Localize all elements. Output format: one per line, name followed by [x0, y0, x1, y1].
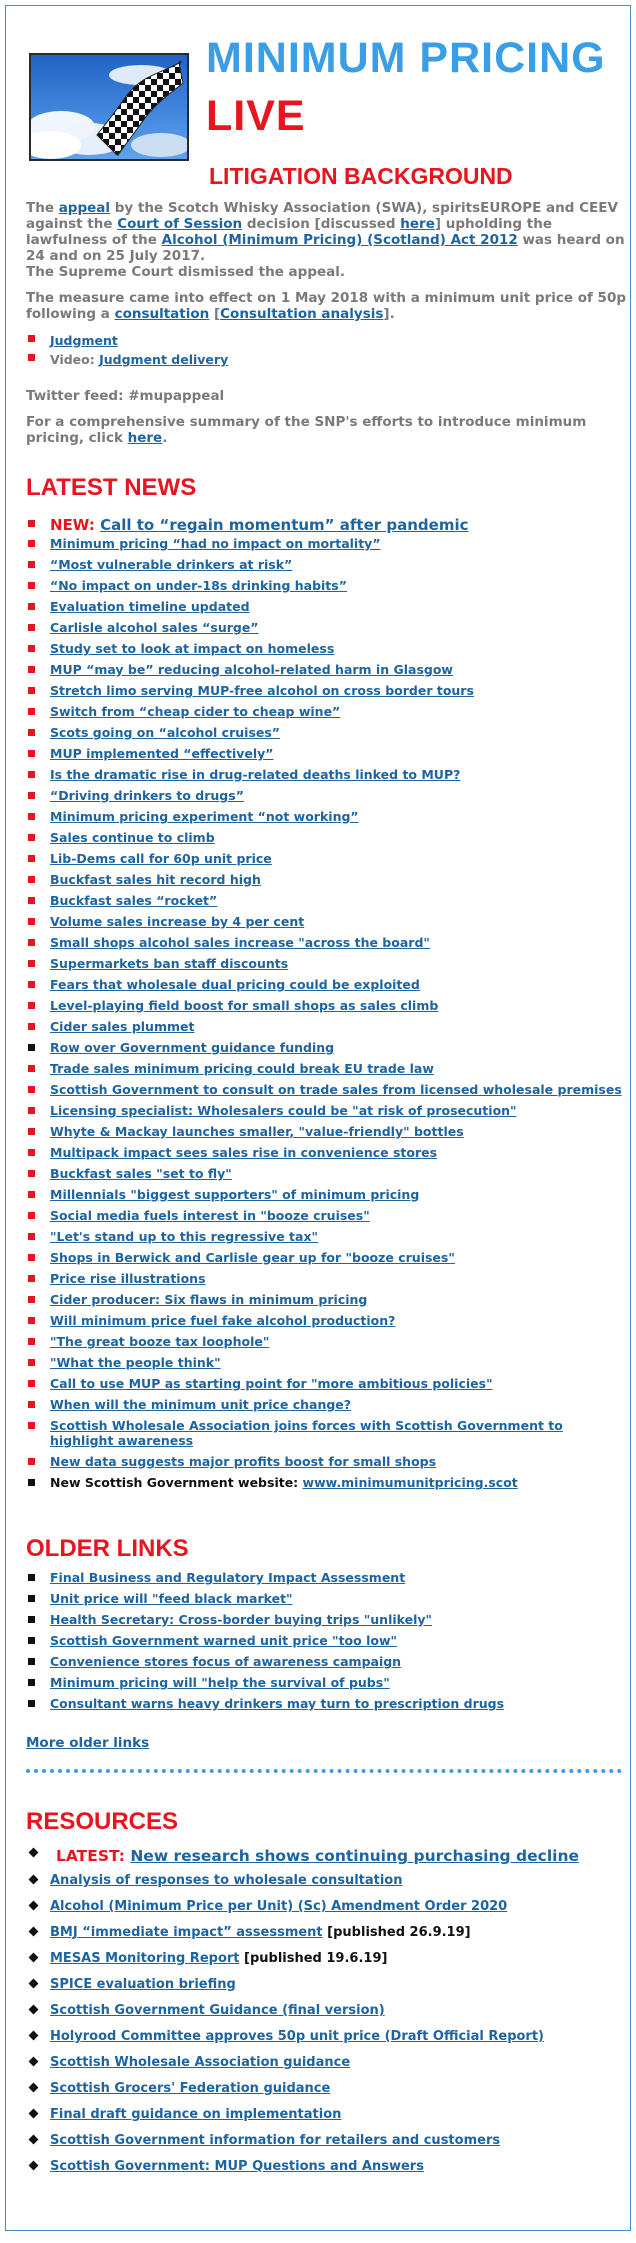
bullet-icon [28, 729, 35, 736]
list-item [26, 1124, 626, 1139]
bullet-icon [28, 1275, 35, 1282]
inline-text: The measure came into effect on 1 May 2018 with a minimum unit price of 50p following a [26, 290, 627, 322]
news-link[interactable]: SPICE evaluation briefing [50, 1977, 236, 1992]
inline-text: The [26, 200, 59, 216]
news-link[interactable]: Analysis of responses to wholesale consultation [50, 1873, 403, 1888]
list-item [26, 620, 626, 635]
list-item [26, 331, 626, 350]
bullet-icon [28, 1254, 35, 1261]
bullet-icon [29, 2083, 39, 2093]
news-link[interactable]: Lib-Dems call for 60p unit price [50, 851, 272, 866]
news-link[interactable]: Buckfast sales "set to fly" [50, 1166, 232, 1181]
list-item [26, 350, 626, 369]
bullet-icon [29, 1875, 39, 1885]
list-item [26, 1250, 626, 1265]
list-item [26, 683, 626, 698]
list-item [26, 662, 626, 677]
bullet-icon [28, 1170, 35, 1177]
list-item [26, 1313, 626, 1328]
news-link[interactable]: Sales continue to climb [50, 830, 215, 845]
news-link[interactable]: Unit price will "feed black market" [50, 1591, 293, 1606]
list-item [26, 1208, 626, 1223]
latest-news-heading: LATEST NEWS [26, 474, 197, 501]
bullet-icon [29, 1927, 39, 1937]
list-item [26, 1355, 626, 1370]
list-item [26, 2003, 626, 2018]
litigation-background-heading: LITIGATION BACKGROUND [209, 163, 513, 189]
latest-news-list [26, 516, 626, 1490]
news-link[interactable]: Scottish Government warned unit price "too low" [50, 1633, 398, 1648]
list-item [26, 1977, 626, 1992]
older-links-heading: OLDER LINKS [26, 1535, 189, 1562]
list-item-latest [26, 1846, 626, 1866]
bullet-icon [28, 1422, 35, 1429]
inline-text: was heard on 24 and on 25 July 2017. [26, 232, 625, 264]
bullet-icon [28, 1233, 35, 1240]
list-item [26, 1292, 626, 1307]
news-link[interactable]: Millennials "biggest supporters" of minimum pricing [50, 1187, 420, 1202]
bullet-icon [28, 918, 35, 925]
news-link[interactable]: Convenience stores focus of awareness campaign [50, 1654, 402, 1669]
news-link[interactable]: Trade sales minimum pricing could break EU trade law [50, 1061, 434, 1076]
news-link[interactable]: MUP “may be” reducing alcohol-related harm in Glasgow [50, 662, 453, 677]
supreme-court-dismissed: The Supreme Court dismissed the appeal. [26, 264, 346, 280]
bullet-icon [28, 666, 35, 673]
news-link[interactable]: Level-playing field boost for small shops as sales climb [50, 998, 439, 1013]
bullet-icon [28, 1359, 35, 1366]
bullet-icon [29, 1901, 39, 1911]
list-item [26, 2029, 626, 2044]
list-item [26, 725, 626, 740]
news-link[interactable]: "The great booze tax loophole" [50, 1334, 270, 1349]
summary-here-link[interactable]: here [127, 430, 163, 446]
news-link[interactable]: Small shops alcohol sales increase "across the board" [50, 935, 430, 950]
list-item [26, 1951, 626, 1966]
list-item [26, 2159, 626, 2174]
list-item [26, 1103, 626, 1118]
latest-badge: LATEST: [56, 1847, 125, 1865]
list-item [26, 641, 626, 656]
list-item [26, 1612, 626, 1627]
bullet-icon [28, 939, 35, 946]
resources-list [26, 1846, 626, 2185]
news-link[interactable]: Final draft guidance on implementation [50, 2107, 342, 2122]
list-item [26, 935, 626, 950]
list-item [26, 1454, 626, 1469]
section-divider [26, 1769, 622, 1773]
bullet-icon [28, 1086, 35, 1093]
news-link[interactable]: Volume sales increase by 4 per cent [50, 914, 305, 929]
news-link[interactable]: Scottish Government Guidance (final version) [50, 2003, 385, 2018]
inline-link[interactable]: Court of Session [117, 216, 243, 232]
bullet-icon [28, 876, 35, 883]
news-link[interactable]: Will minimum price fuel fake alcohol production? [50, 1313, 396, 1328]
bullet-icon [28, 1191, 35, 1198]
inline-link[interactable]: consultation [114, 306, 210, 322]
news-link[interactable]: Is the dramatic rise in drug-related deaths linked to MUP? [50, 767, 461, 782]
news-link[interactable]: Health Secretary: Cross-border buying trips "unlikely" [50, 1612, 433, 1627]
list-item [26, 1271, 626, 1286]
news-link[interactable]: Supermarkets ban staff discounts [50, 956, 289, 971]
news-link[interactable]: Fears that wholesale dual pricing could be exploited [50, 977, 420, 992]
list-item [26, 998, 626, 1013]
list-item [26, 1166, 626, 1181]
list-item [26, 1696, 626, 1711]
bullet-icon [28, 561, 35, 568]
inline-text: by the Scotch Whisky Association (SWA), spiritsEUROPE and CEEV against the [26, 200, 618, 232]
news-link[interactable]: “Driving drinkers to drugs” [50, 788, 244, 803]
bullet-icon [28, 1458, 35, 1465]
page-title: MINIMUM PRICING [206, 34, 606, 82]
bullet-icon [28, 981, 35, 988]
list-item [26, 2107, 626, 2122]
bullet-icon [28, 960, 35, 967]
list-item [26, 914, 626, 929]
bullet-icon [28, 687, 35, 694]
bullet-icon [28, 540, 35, 547]
bullet-icon [29, 2005, 39, 2015]
appeal-paragraph [26, 200, 626, 264]
inline-text: ] upholding the lawfulness of the [26, 216, 553, 248]
resources-heading: RESOURCES [26, 1808, 179, 1835]
bullet-icon [28, 834, 35, 841]
inline-text: decision [discussed [242, 216, 401, 232]
news-link[interactable]: BMJ “immediate impact” assessment [50, 1925, 323, 1940]
news-link[interactable]: Final Business and Regulatory Impact Assessment [50, 1570, 406, 1585]
list-item [26, 746, 626, 761]
bullet-icon [28, 1296, 35, 1303]
news-link[interactable]: Switch from “cheap cider to cheap wine” [50, 704, 341, 719]
list-item [26, 1873, 626, 1888]
bullet-icon [28, 1637, 35, 1644]
news-link[interactable]: "What the people think" [50, 1355, 221, 1370]
list-item [26, 1925, 626, 1940]
list-item [26, 1418, 626, 1448]
list-item [26, 788, 626, 803]
list-item [26, 1675, 626, 1690]
list-item [26, 1570, 626, 1585]
list-item [26, 1376, 626, 1391]
list-item [26, 578, 626, 593]
list-item [26, 956, 626, 971]
bullet-icon [29, 2057, 39, 2067]
list-item [26, 1654, 626, 1669]
checkered-flag-sky-icon [29, 53, 189, 161]
bullet-icon [29, 2135, 39, 2145]
news-link[interactable]: Social media fuels interest in "booze cruises" [50, 1208, 370, 1223]
list-item [26, 2081, 626, 2096]
list-item [26, 536, 626, 551]
news-link[interactable]: Evaluation timeline updated [50, 599, 250, 614]
list-item [26, 704, 626, 719]
list-item [26, 1397, 626, 1412]
bullet-icon [28, 624, 35, 631]
bullet-icon [29, 2161, 39, 2171]
list-item [26, 2133, 626, 2148]
list-item [26, 767, 626, 782]
list-item [26, 1334, 626, 1349]
more-older-links[interactable]: More older links [26, 1735, 150, 1751]
twitter-feed: Twitter feed: #mupappeal [26, 388, 225, 404]
news-link[interactable]: Price rise illustrations [50, 1271, 206, 1286]
list-item-website [26, 1475, 626, 1490]
news-link[interactable]: Whyte & Mackay launches smaller, "value-friendly" bottles [50, 1124, 464, 1139]
bullet-icon [28, 1317, 35, 1324]
older-links-list [26, 1570, 626, 1717]
news-link[interactable]: Cider sales plummet [50, 1019, 195, 1034]
list-item [26, 872, 626, 887]
news-link[interactable]: Minimum pricing “had no impact on mortality” [50, 536, 381, 551]
bullet-icon [28, 708, 35, 715]
news-link[interactable]: Call to “regain momentum” after pandemic [100, 516, 469, 534]
new-badge: NEW: [50, 516, 95, 534]
news-link[interactable]: Shops in Berwick and Carlisle gear up for "booze cruises" [50, 1250, 455, 1265]
news-link[interactable]: Scots going on “alcohol cruises” [50, 725, 281, 740]
news-link[interactable]: Scottish Government: MUP Questions and Answers [50, 2159, 424, 2174]
judgment-delivery-link[interactable]: Judgment delivery [99, 352, 229, 367]
news-link[interactable]: Scottish Government to consult on trade sales from licensed wholesale premises [50, 1082, 622, 1097]
inline-link[interactable]: Alcohol (Minimum Pricing) (Scotland) Act 2012 [161, 232, 518, 248]
news-link[interactable]: Stretch limo serving MUP-free alcohol on cross border tours [50, 683, 474, 698]
inline-link[interactable]: here [400, 216, 435, 232]
news-link[interactable]: Scottish Grocers' Federation guidance [50, 2081, 331, 2096]
list-item [26, 557, 626, 572]
news-link[interactable]: Consultant warns heavy drinkers may turn to prescription drugs [50, 1696, 505, 1711]
bullet-icon [28, 1616, 35, 1623]
bullet-icon [28, 813, 35, 820]
bullet-icon [28, 603, 35, 610]
list-item [26, 809, 626, 824]
page-container [5, 5, 631, 2231]
list-item [26, 830, 626, 845]
bullet-icon [28, 1380, 35, 1387]
list-item [26, 1019, 626, 1034]
news-link[interactable]: Multipack impact sees sales rise in convenience stores [50, 1145, 438, 1160]
list-item [26, 1633, 626, 1648]
bullet-icon [29, 1953, 39, 1963]
list-item-new [26, 516, 626, 534]
list-item [26, 1040, 626, 1055]
news-link[interactable]: "Let's stand up to this regressive tax" [50, 1229, 319, 1244]
news-link[interactable]: Cider producer: Six flaws in minimum pricing [50, 1292, 368, 1307]
list-item [26, 1061, 626, 1076]
bullet-icon [28, 1107, 35, 1114]
list-item [26, 2055, 626, 2070]
bullet-icon [28, 1023, 35, 1030]
news-link[interactable]: Scottish Wholesale Association guidance [50, 2055, 351, 2070]
news-link[interactable]: Buckfast sales hit record high [50, 872, 261, 887]
news-link[interactable]: Minimum pricing will "help the survival of pubs" [50, 1675, 390, 1690]
published-note: [published 19.6.19] [239, 1951, 388, 1966]
bullet-icon [28, 645, 35, 652]
bullet-icon [28, 792, 35, 799]
list-item [26, 1187, 626, 1202]
news-link[interactable]: Buckfast sales “rocket” [50, 893, 218, 908]
news-link[interactable]: Holyrood Committee approves 50p unit price (Draft Official Report) [50, 2029, 544, 2044]
bullet-icon [29, 2109, 39, 2119]
bullet-icon [28, 1149, 35, 1156]
news-link[interactable]: Row over Government guidance funding [50, 1040, 335, 1055]
bullet-icon [28, 1595, 35, 1602]
bullet-icon [28, 855, 35, 862]
bullet-icon [28, 771, 35, 778]
bullet-icon [28, 1679, 35, 1686]
news-link[interactable]: “No impact on under-18s drinking habits” [50, 578, 347, 593]
resource-link[interactable]: New research shows continuing purchasing decline [130, 1847, 579, 1865]
inline-link[interactable]: Consultation analysis [220, 306, 384, 322]
news-link[interactable]: Minimum pricing experiment “not working” [50, 809, 359, 824]
news-link[interactable]: MUP implemented “effectively” [50, 746, 274, 761]
bullet-icon [29, 2031, 39, 2041]
list-item [26, 599, 626, 614]
list-item [26, 1082, 626, 1097]
judgment-link[interactable]: Judgment [50, 333, 118, 348]
bullet-icon [28, 897, 35, 904]
inline-text: [ [209, 306, 221, 322]
news-link[interactable]: New data suggests major profits boost for small shops [50, 1454, 437, 1469]
news-link[interactable]: Carlisle alcohol sales “surge” [50, 620, 259, 635]
summary-paragraph: For a comprehensive summary of the SNP's efforts to introduce minimum pricing, click here. [26, 414, 587, 446]
bullet-icon [28, 582, 35, 589]
list-item [26, 851, 626, 866]
litigation-intro [26, 200, 626, 446]
bullet-icon [28, 1658, 35, 1665]
bullet-icon [28, 750, 35, 757]
website-label: New Scottish Government website: [50, 1475, 303, 1490]
bullet-icon [28, 1338, 35, 1345]
page-title-live: LIVE [206, 92, 306, 140]
list-item [26, 1899, 626, 1914]
bullet-icon [29, 1979, 39, 1989]
news-link[interactable]: Study set to look at impact on homeless [50, 641, 335, 656]
news-link[interactable]: Licensing specialist: Wholesalers could be "at risk of prosecution" [50, 1103, 517, 1118]
news-link[interactable]: Alcohol (Minimum Price per Unit) (Sc) Amendment Order 2020 [50, 1899, 508, 1914]
measure-paragraph [26, 290, 626, 322]
bullet-icon [28, 1574, 35, 1581]
bullet-icon [28, 1128, 35, 1135]
news-link[interactable]: When will the minimum unit price change? [50, 1397, 352, 1412]
inline-text: ]. [383, 306, 395, 322]
news-link[interactable]: “Most vulnerable drinkers at risk” [50, 557, 293, 572]
bullet-icon [28, 1212, 35, 1219]
bullet-icon [28, 1065, 35, 1072]
list-item [26, 1591, 626, 1606]
video-label: Video: [50, 352, 100, 367]
news-link[interactable]: Scottish Government information for retailers and customers [50, 2133, 501, 2148]
published-note: [published 26.9.19] [322, 1925, 471, 1940]
news-link[interactable]: Call to use MUP as starting point for "more ambitious policies" [50, 1376, 493, 1391]
news-link[interactable]: Scottish Wholesale Association joins forces with Scottish Government to highlight awareness [50, 1418, 563, 1448]
inline-link[interactable]: appeal [58, 200, 111, 216]
bullet-icon [28, 1002, 35, 1009]
list-item [26, 977, 626, 992]
bullet-icon [28, 1479, 35, 1486]
list-item [26, 1145, 626, 1160]
list-item [26, 893, 626, 908]
list-item [26, 1229, 626, 1244]
bullet-icon [28, 1044, 35, 1051]
website-link[interactable]: www.minimumunitpricing.scot [302, 1475, 518, 1490]
bullet-icon [28, 1700, 35, 1707]
news-link[interactable]: MESAS Monitoring Report [50, 1951, 240, 1966]
bullet-icon [28, 1401, 35, 1408]
